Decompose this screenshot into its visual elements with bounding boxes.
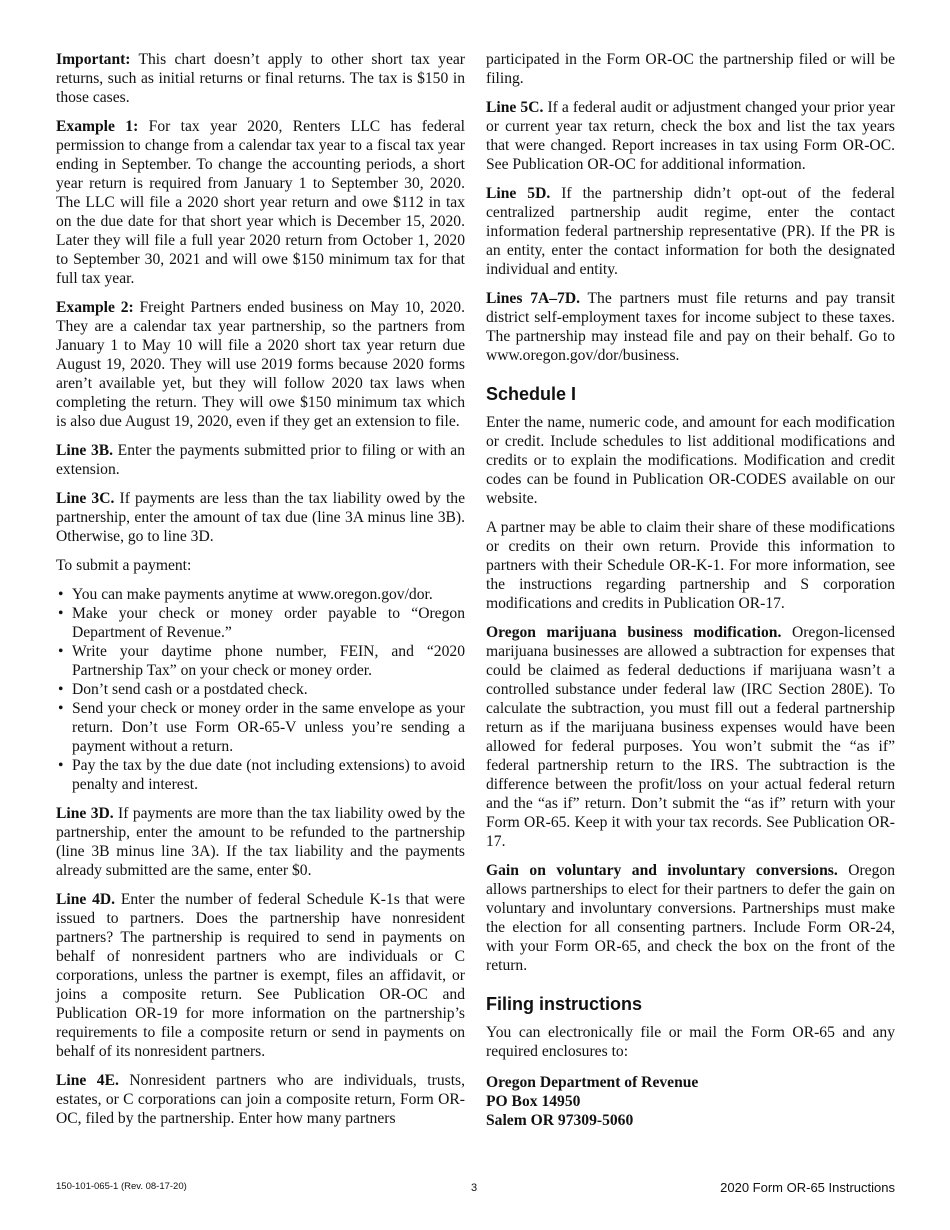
- line-4d: [56, 890, 465, 1061]
- line-4e: [56, 1071, 465, 1128]
- line-5d-label: Line 5D.: [486, 185, 551, 202]
- page-number: 3: [471, 1182, 478, 1194]
- line-4e-continued: participated in the Form OR-OC the partnership filed or will be filing.: [486, 51, 895, 87]
- lines-7a-7d-text: The partners must file returns and pay transit district self-employment taxes for income subject to these taxes. The partnership may instead file and pay on their behalf. Go to www.oregon.gov/dor/business.: [486, 290, 895, 364]
- list-item: • You can make payments anytime at www.oregon.gov/dor.: [56, 585, 465, 604]
- document-title: 2020 Form OR-65 Instructions: [720, 1180, 895, 1195]
- marijuana-modification: [486, 623, 895, 851]
- payment-instructions-list: [56, 585, 465, 794]
- filing-paragraph: You can electronically file or mail the Form OR-65 and any required enclosures to:: [486, 1024, 895, 1060]
- example-2-label: Example 2:: [56, 299, 134, 316]
- line-3d-text: If payments are more than the tax liability owed by the partnership, enter the amount to be refunded to the partnership (line 3B minus line 3A). If the tax liability and the payments already submitted are the same, enter $0.: [56, 805, 465, 879]
- example-1: [56, 117, 465, 288]
- left-column: [56, 50, 465, 1138]
- list-item: • Write your daytime phone number, FEIN, and “2020 Partnership Tax” on your check or money order.: [56, 642, 465, 680]
- line-3c-label: Line 3C.: [56, 490, 115, 507]
- example-1-label: Example 1:: [56, 118, 139, 135]
- important-text: This chart doesn’t apply to other short tax year returns, such as initial returns or final returns. The tax is $150 in those cases.: [56, 51, 465, 106]
- line-4d-text: Enter the number of federal Schedule K-1s that were issued to partners. Does the partnership have nonresident partners? The partnership is required to send in payments on behalf of nonresident partners who are individuals or C corporations, unless the partner is exempt, files an affidavit, or joins a composite return. See Publication OR-OC and Publication OR-19 for more information on the partnership’s requirements to file a composite return or send in payments on behalf of its nonresident partners.: [56, 891, 466, 1060]
- schedule-i-paragraph-1: Enter the name, numeric code, and amount for each modification or credit. Include schedules to list additional modifications and credits or to explain the modifications. Modification and credit codes can be found in Publication OR-CODES available on our website.: [486, 414, 895, 507]
- example-1-text: For tax year 2020, Renters LLC has federal permission to change from a calendar tax year to a fiscal tax year ending in September. To change the accounting periods, a short year return is required from January 1 to September 30, 2020. The LLC will file a 2020 short year return and owe $112 in tax on the due date for that short year which is December 15, 2020. Later they will file a full year 2020 return from October 1, 2020 to September 30, 2021 and will owe $150 minimum tax for that full tax year.: [56, 118, 465, 287]
- line-4e-text: Nonresident partners who are individuals, trusts, estates, or C corporations can join a composite return, Form OR-OC, filed by the partnership. Enter how many partners: [56, 1072, 465, 1127]
- gain-conversions: [486, 861, 895, 975]
- gain-label: Gain on voluntary and involuntary conversions.: [486, 862, 838, 879]
- schedule-i-paragraph-2: A partner may be able to claim their share of these modifications or credits on their own return. Provide this information to partners with their Schedule OR-K-1. For more information, see the instructions regarding partnership and S corporation modifications and credits in Publication OR-17.: [486, 519, 895, 612]
- mailing-address: [486, 1073, 895, 1130]
- form-number: 150-101-065-1 (Rev. 08-17-20): [56, 1181, 187, 1192]
- list-item: • Send your check or money order in the same envelope as your return. Don’t use Form OR-65-V unless you’re sending a payment without a return.: [56, 699, 465, 756]
- line-3c: [56, 489, 465, 546]
- line-3b-text: Enter the payments submitted prior to filing or with an extension.: [56, 442, 465, 478]
- line-3c-text: If payments are less than the tax liability owed by the partnership, enter the amount of tax due (line 3A minus line 3B). Otherwise, go to line 3D.: [56, 490, 465, 545]
- page-footer: [56, 1180, 895, 1196]
- line-5c: [486, 98, 895, 174]
- address-line: Salem OR 97309-5060: [486, 1112, 634, 1129]
- line-5c-label: Line 5C.: [486, 99, 544, 116]
- line-5c-text: If a federal audit or adjustment changed your prior year or current year tax return, check the box and list the tax years that were changed. Report increases in tax using Form OR-OC. See Publication OR-OC for additional information.: [486, 99, 895, 173]
- submit-payment-intro: To submit a payment:: [56, 557, 192, 574]
- important-note: [56, 50, 465, 107]
- schedule-i-heading: Schedule I: [486, 384, 577, 404]
- marijuana-text: Oregon-licensed marijuana businesses are allowed a subtraction for expenses that could be claimed as federal deductions if marijuana wasn’t a controlled substance under federal law (IRC Section 280E). To calculate the subtraction, you must fill out a federal partnership return as if the marijuana business expenses would have been allowed for federal purposes. You won’t submit the “as if” federal partnership return to the IRS. The subtraction is the difference between the profit/loss on your actual federal return and the “as if” return. Don’t submit the “as if” return with your Form OR-65. Keep it with your tax records. See Publication OR-17.: [486, 624, 895, 850]
- lines-7a-7d: [486, 289, 895, 365]
- line-3d-label: Line 3D.: [56, 805, 114, 822]
- line-3b-label: Line 3B.: [56, 442, 114, 459]
- marijuana-label: Oregon marijuana business modification.: [486, 624, 782, 641]
- example-2: [56, 298, 465, 431]
- important-label: Important:: [56, 51, 131, 68]
- gain-text: Oregon allows partnerships to elect for their partners to defer the gain on voluntary and involuntary conversions. Partnerships must make the election for all consenting partners. Include Form OR-24, with your Form OR-65, and check the box on the front of the return.: [486, 862, 895, 974]
- line-4d-label: Line 4D.: [56, 891, 116, 908]
- list-item: • Don’t send cash or a postdated check.: [56, 680, 465, 699]
- line-5d-text: If the partnership didn’t opt-out of the federal centralized partnership audit regime, enter the contact information federal partnership representative (PR). If the PR is an entity, enter the contact information for both the designated individual and entity.: [486, 185, 895, 278]
- line-5d: [486, 184, 895, 279]
- list-item: • Pay the tax by the due date (not including extensions) to avoid penalty and interest.: [56, 756, 465, 794]
- right-column: [486, 50, 895, 1130]
- address-line: PO Box 14950: [486, 1093, 581, 1110]
- line-4e-label: Line 4E.: [56, 1072, 119, 1089]
- address-line: Oregon Department of Revenue: [486, 1074, 699, 1091]
- line-3d: [56, 804, 465, 880]
- filing-instructions-heading: Filing instructions: [486, 994, 642, 1014]
- example-2-text: Freight Partners ended business on May 10, 2020. They are a calendar tax year partnership, so the partners from January 1 to May 10 will file a 2020 short tax year return due August 19, 2020. They will use 2019 forms because 2020 forms aren’t available yet, but they will follow 2020 tax laws when completing the return. They will owe $150 minimum tax which is also due August 19, 2020, even if they get an extension to file.: [56, 299, 465, 430]
- list-item: • Make your check or money order payable to “Oregon Department of Revenue.”: [56, 604, 465, 642]
- line-3b: [56, 441, 465, 479]
- lines-7a-7d-label: Lines 7A–7D.: [486, 290, 581, 307]
